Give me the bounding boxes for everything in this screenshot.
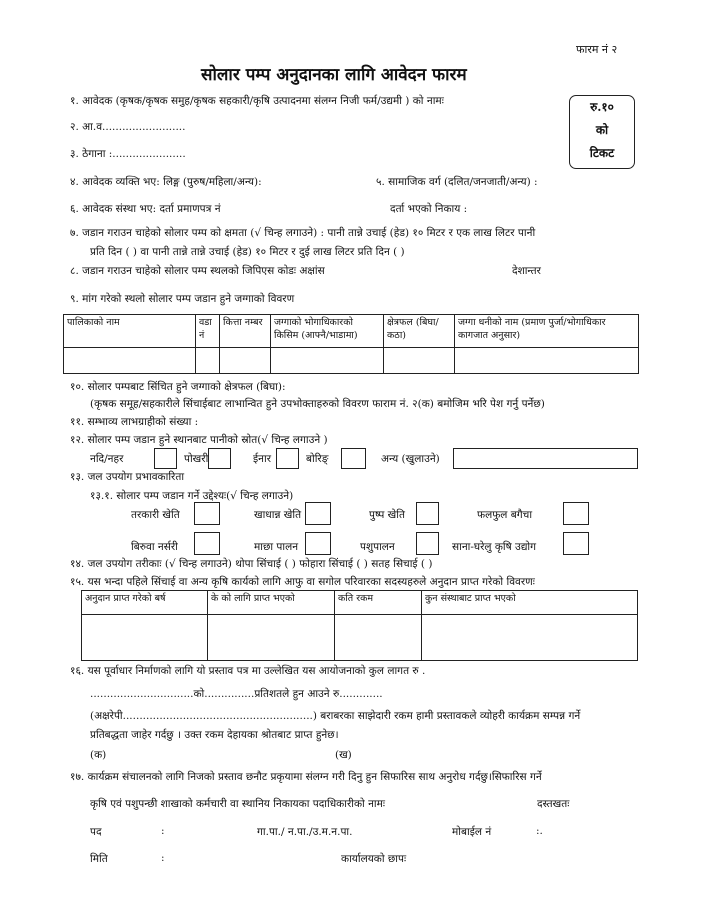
item-5: ५. सामाजिक वर्ग (दलित/जनजाती/अन्य) : <box>376 176 538 188</box>
purpose-checkbox-fishery[interactable] <box>305 532 331 555</box>
table-header-cell: पालिकाको नाम <box>64 315 196 348</box>
table-header-cell: वडा नं <box>196 315 220 348</box>
item-16-line-4: प्रतिबद्धता जाहेर गर्दछु । उक्त रकम देहायका श्रोतबाट प्राप्त हुनेछ। <box>90 729 339 741</box>
item-16-line-3: (अक्षरेपी.........................................................) बराबरका साझेदारी रकम हामी प्रस्तावकले व्योहरी कार्यक्रम सम्पन्न गर्ने <box>90 710 581 722</box>
table-cell[interactable] <box>384 348 455 374</box>
item-12: १२. सोलार पम्प जडान हुने स्थानबाट पानीको स्रोत(√ चिन्ह लगाउने ) <box>70 434 328 446</box>
table-header-cell: कति रकम <box>335 591 422 615</box>
table-header-cell: के को लागि प्राप्त भएको <box>208 591 335 615</box>
table-header-cell: जग्गा धनीको नाम (प्रमाण पुर्जा/भोगाधिकार कागजात अनुसार) <box>455 315 639 348</box>
purpose-label-cottage-industry: साना-घरेलु कृषि उद्योग <box>452 541 537 553</box>
item-9: ९. मांग गरेको स्थलो सोलार पम्प जडान हुने जग्गाको विवरण <box>70 293 295 305</box>
date-label: मिति <box>90 853 108 865</box>
table-header-cell: कित्ता नम्बर <box>220 315 271 348</box>
purpose-label-vegetable: तरकारी खेति <box>131 509 180 521</box>
purpose-label-flower: पुष्प खेति <box>369 509 405 521</box>
item-1: १. आवेदक (कृषक/कृषक समुह/कृषक सहकारी/कृषि उत्पादनमा संलग्न निजी फर्म/उद्यमी ) को नामः <box>70 95 444 107</box>
table-header-row <box>82 591 638 615</box>
mobile-colon: :. <box>536 825 543 837</box>
table-header-cell: कुन संस्थाबाट प्राप्त भएको <box>422 591 638 615</box>
purpose-checkbox-cottage-industry[interactable] <box>563 532 589 555</box>
item-6: ६. आवेदक संस्था भए: दर्ता प्रमाणपत्र नं <box>70 203 221 215</box>
table-cell[interactable] <box>82 615 208 661</box>
table-cell[interactable] <box>220 348 271 374</box>
post-colon: : <box>161 825 165 837</box>
date-colon: : <box>161 852 165 864</box>
revenue-stamp-box <box>569 95 635 169</box>
post-label: पद <box>90 826 102 838</box>
municipality-label: गा.पा./ न.पा./उ.म.न.पा. <box>257 826 353 838</box>
item-17: १७. कार्यक्रम संचालनको लागि निजको प्रस्ताव छनौट प्रकृयामा संलग्न गरी दिनु हुन सिफारिस साथ अनुरोध गर्दछु।सिफारिस गर्ने <box>70 771 542 783</box>
source-checkbox-pond[interactable] <box>208 448 231 469</box>
item-16-line-2: ...............................को...............प्रतिशतले हुन आउने रु............. <box>90 688 383 700</box>
item-13-1: १३.१. सोलार पम्प जडान गर्ने उद्देश्यः(√ चिन्ह लगाउने) <box>90 490 294 502</box>
purpose-checkbox-flower[interactable] <box>416 502 439 525</box>
table-cell[interactable] <box>271 348 384 374</box>
purpose-checkbox-nursery[interactable] <box>194 532 220 555</box>
signature-label: दस्तखतः <box>537 798 570 810</box>
purpose-label-cereal: खाधान्न खेति <box>254 509 302 521</box>
source-checkbox-boring[interactable] <box>341 448 366 469</box>
page-title: सोलार पम्प अनुदानका लागि आवेदन फारम <box>201 65 467 85</box>
mobile-label: मोबाईल नं <box>452 826 492 838</box>
item-16-line-1: १६. यस पूर्वाधार निर्माणको लागि यो प्रस्ताव पत्र मा उल्लेखित यस आयोजनाको कुल लागत रु . <box>70 665 426 677</box>
stamp-line-1: रु.१० <box>590 100 614 114</box>
table-header-cell: जग्गाको भोगाधिकारको किसिम (आफ्नै/भाडामा) <box>271 315 384 348</box>
stamp-line-2: को <box>595 123 609 137</box>
purpose-checkbox-cereal[interactable] <box>305 502 331 525</box>
source-label-other: अन्य (खुलाउने) <box>381 453 440 465</box>
item-7-line-2: प्रति दिन ( ) वा पानी तान्ने तान्ने उचाई (हेड) १० मिटर र दुई लाख लिटर प्रति दिन ( ) <box>90 246 405 258</box>
table-row[interactable] <box>64 348 639 374</box>
previous-grant-table <box>81 590 638 661</box>
item-11: ११. सम्भाव्य लाभग्राहीको संख्या : <box>70 416 199 428</box>
source-checkbox-river[interactable] <box>154 448 177 469</box>
item-7-line-1: ७. जडान गराउन चाहेको सोलार पम्प को क्षमता (√ चिन्ह लगाउने) : पानी तान्ने उचाई (हेड) १० मिटर र एक लाख लिटर पानी <box>70 227 536 239</box>
recommender-name-label: कृषि एवं पशुपन्छी शाखाको कर्मचारी वा स्थानिय निकायका पदाधिकारीको नामः <box>90 798 386 810</box>
item-3: ३. ठेगाना :...................... <box>70 148 186 160</box>
table-cell[interactable] <box>455 348 639 374</box>
stamp-line-3: टिकट <box>589 146 615 160</box>
item-8-longitude: देशान्तर <box>512 265 541 277</box>
source-checkbox-well[interactable] <box>276 448 299 469</box>
item-6-registered-body: दर्ता भएको निकाय : <box>390 203 468 215</box>
land-details-table <box>63 314 639 374</box>
source-other-input[interactable] <box>453 448 638 469</box>
table-header-cell: क्षेत्रफल (बिघा/कठा) <box>384 315 455 348</box>
item-16-source-b: (ख) <box>335 749 352 761</box>
item-4: ४. आवेदक व्यक्ति भए: लिङ्ग (पुरुष/महिला/अन्य): <box>70 176 262 188</box>
purpose-label-livestock: पशुपालन <box>360 541 395 553</box>
item-13: १३. जल उपयोग प्रभावकारिता <box>70 471 185 483</box>
item-10-note: (कृषक समूह/सहकारीले सिंचाईबाट लाभान्वित हुने उपभोक्ताहरुको विवरण फाराम नं. २(क) बमोजिम भरि पेश गर्नु पर्नेछ) <box>90 398 545 410</box>
item-14: १४. जल उपयोग तरीकाः (√ चिन्ह लगाउने) थोपा सिंचाई ( ) फोहारा सिंचाई ( ) सतह सिचाई ( ) <box>70 558 433 570</box>
item-15: १५. यस भन्दा पहिले सिंचाई वा अन्य कृषि कार्यको लागि आफु वा सगोल परिवारका सदस्यहरुले अनुदान प्राप्त गरेको विवरणः <box>70 576 535 588</box>
table-header-cell: अनुदान प्राप्त गरेको बर्ष <box>82 591 208 615</box>
table-cell[interactable] <box>196 348 220 374</box>
table-cell[interactable] <box>208 615 335 661</box>
purpose-checkbox-livestock[interactable] <box>416 532 439 555</box>
source-label-river: नदि/नहर <box>90 453 124 465</box>
purpose-label-orchard: फलफुल बगैचा <box>477 509 533 521</box>
item-16-source-a: (क) <box>90 749 107 761</box>
item-8: ८. जडान गराउन चाहेको सोलार पम्प स्थलको जिपिएस कोडः अक्षांस <box>70 265 325 277</box>
purpose-checkbox-vegetable[interactable] <box>194 502 220 525</box>
source-label-well: ईनार <box>253 453 271 465</box>
office-stamp-label: कार्यालयको छापः <box>341 853 407 865</box>
table-cell[interactable] <box>422 615 638 661</box>
source-label-pond: पोखरी <box>184 453 209 465</box>
item-10: १०. सोलार पम्पबाट सिंचित हुने जग्गाको क्षेत्रफल (बिघा): <box>70 381 286 393</box>
table-cell[interactable] <box>64 348 196 374</box>
purpose-checkbox-orchard[interactable] <box>563 502 589 525</box>
form-number: फारम नं २ <box>576 43 618 56</box>
table-cell[interactable] <box>335 615 422 661</box>
item-2: २. आ.व......................... <box>70 121 186 133</box>
source-label-boring: बोरिङ् <box>306 453 329 465</box>
table-header-row <box>64 315 639 348</box>
purpose-label-fishery: माछा पालन <box>254 541 299 553</box>
table-row[interactable] <box>82 615 638 661</box>
purpose-label-nursery: बिरुवा नर्सरी <box>131 541 178 553</box>
